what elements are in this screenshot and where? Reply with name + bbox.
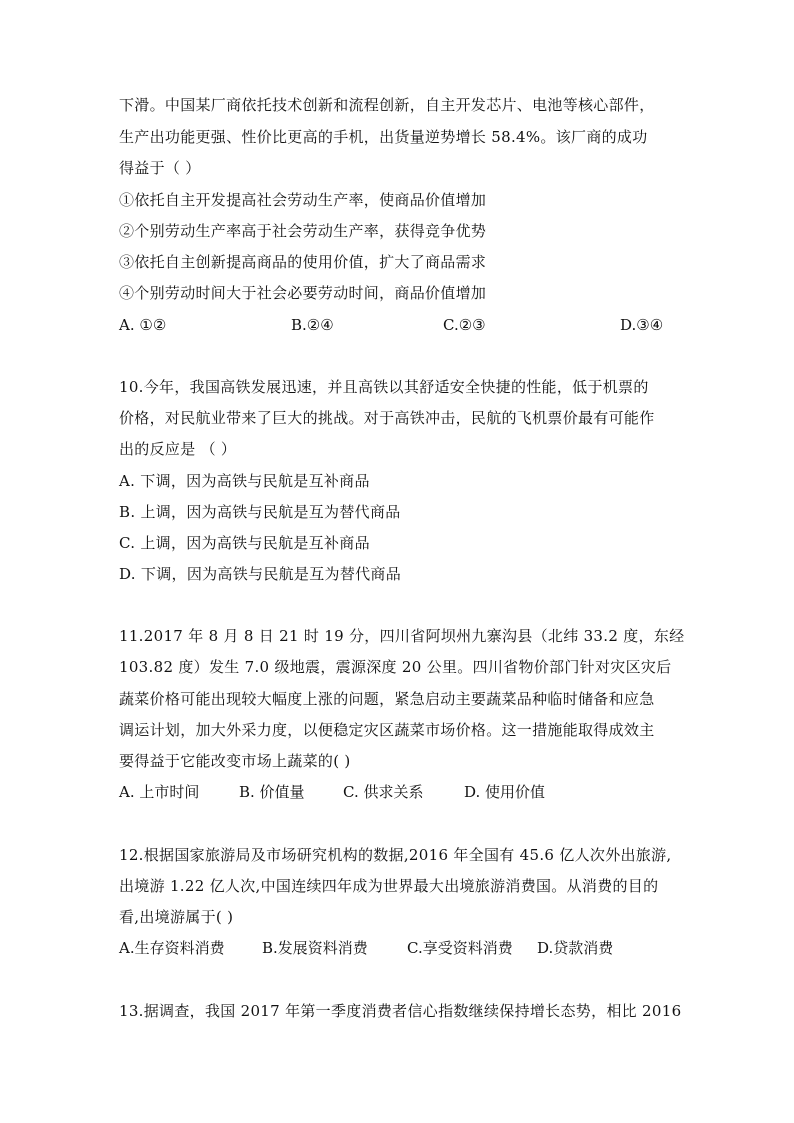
q9-option-b: B.②④	[291, 316, 334, 334]
q11-stem-line: 103.82 度）发生 7.0 级地震，震源深度 20 公里。四川省物价部门针对灾区灾后	[119, 658, 672, 676]
q9-statement: ②个别劳动生产率高于社会劳动生产率，获得竞争优势	[119, 222, 487, 240]
q9-statement: ③依托自主创新提高商品的使用价值，扩大了商品需求	[119, 253, 487, 271]
q11-option-b: B. 价值量	[239, 783, 305, 801]
q10-option-b: B. 上调，因为高铁与民航是互为替代商品	[119, 503, 401, 521]
q12-option-c: C.享受资料消费	[407, 939, 513, 957]
q11-stem-line: 要得益于它能改变市场上蔬菜的( )	[119, 752, 351, 770]
q9-option-d: D.③④	[620, 316, 664, 334]
q11-option-d: D. 使用价值	[464, 783, 546, 801]
q10-option-a: A. 下调，因为高铁与民航是互补商品	[119, 472, 370, 490]
q10-stem-line: 价格，对民航业带来了巨大的挑战。对于高铁冲击，民航的飞机票价最有可能作	[119, 409, 655, 427]
q9-stem-line: 下滑。中国某厂商依托技术创新和流程创新，自主开发芯片、电池等核心部件，	[119, 96, 655, 114]
q9-option-c: C.②③	[443, 316, 486, 334]
q12-option-a: A.生存资料消费	[119, 939, 225, 957]
q12-stem-line: 出境游 1.22 亿人次,中国连续四年成为世界最大出境旅游消费国。从消费的目的	[119, 877, 659, 895]
q9-statement: ④个别劳动时间大于社会必要劳动时间，商品价值增加	[119, 284, 487, 302]
q10-stem-line: 出的反应是 （ ）	[119, 440, 237, 458]
q10-stem-line: 10.今年，我国高铁发展迅速，并且高铁以其舒适安全快捷的性能，低于机票的	[119, 378, 649, 396]
q9-stem-line: 生产出功能更强、性价比更高的手机，出货量逆势增长 58.4%。该厂商的成功	[119, 128, 648, 146]
q12-option-b: B.发展资料消费	[262, 939, 368, 957]
q10-option-d: D. 下调，因为高铁与民航是互为替代商品	[119, 565, 402, 583]
q11-stem-line: 蔬菜价格可能出现较大幅度上涨的问题，紧急启动主要蔬菜品种临时储备和应急	[119, 690, 655, 708]
q13-stem-line: 13.据调查，我国 2017 年第一季度消费者信心指数继续保持增长态势，相比 2016	[119, 1002, 682, 1020]
q9-stem-line: 得益于（ ）	[119, 159, 201, 177]
q11-stem-line: 调运计划，加大外采力度，以便稳定灾区蔬菜市场价格。这一措施能取得成效主	[119, 721, 655, 739]
q10-option-c: C. 上调，因为高铁与民航是互补商品	[119, 534, 370, 552]
q11-option-a: A. 上市时间	[119, 783, 200, 801]
q9-option-a: A. ①②	[119, 316, 167, 334]
q11-option-c: C. 供求关系	[343, 783, 424, 801]
q12-stem-line: 12.根据国家旅游局及市场研究机构的数据,2016 年全国有 45.6 亿人次外出旅游,	[119, 846, 672, 864]
q12-stem-line: 看,出境游属于( )	[119, 908, 234, 926]
q12-option-d: D.贷款消费	[537, 939, 614, 957]
q11-stem-line: 11.2017 年 8 月 8 日 21 时 19 分，四川省阿坝州九寨沟县（北纬 33.2 度，东经	[119, 627, 685, 645]
q9-statement: ①依托自主开发提高社会劳动生产率，使商品价值增加	[119, 191, 487, 209]
